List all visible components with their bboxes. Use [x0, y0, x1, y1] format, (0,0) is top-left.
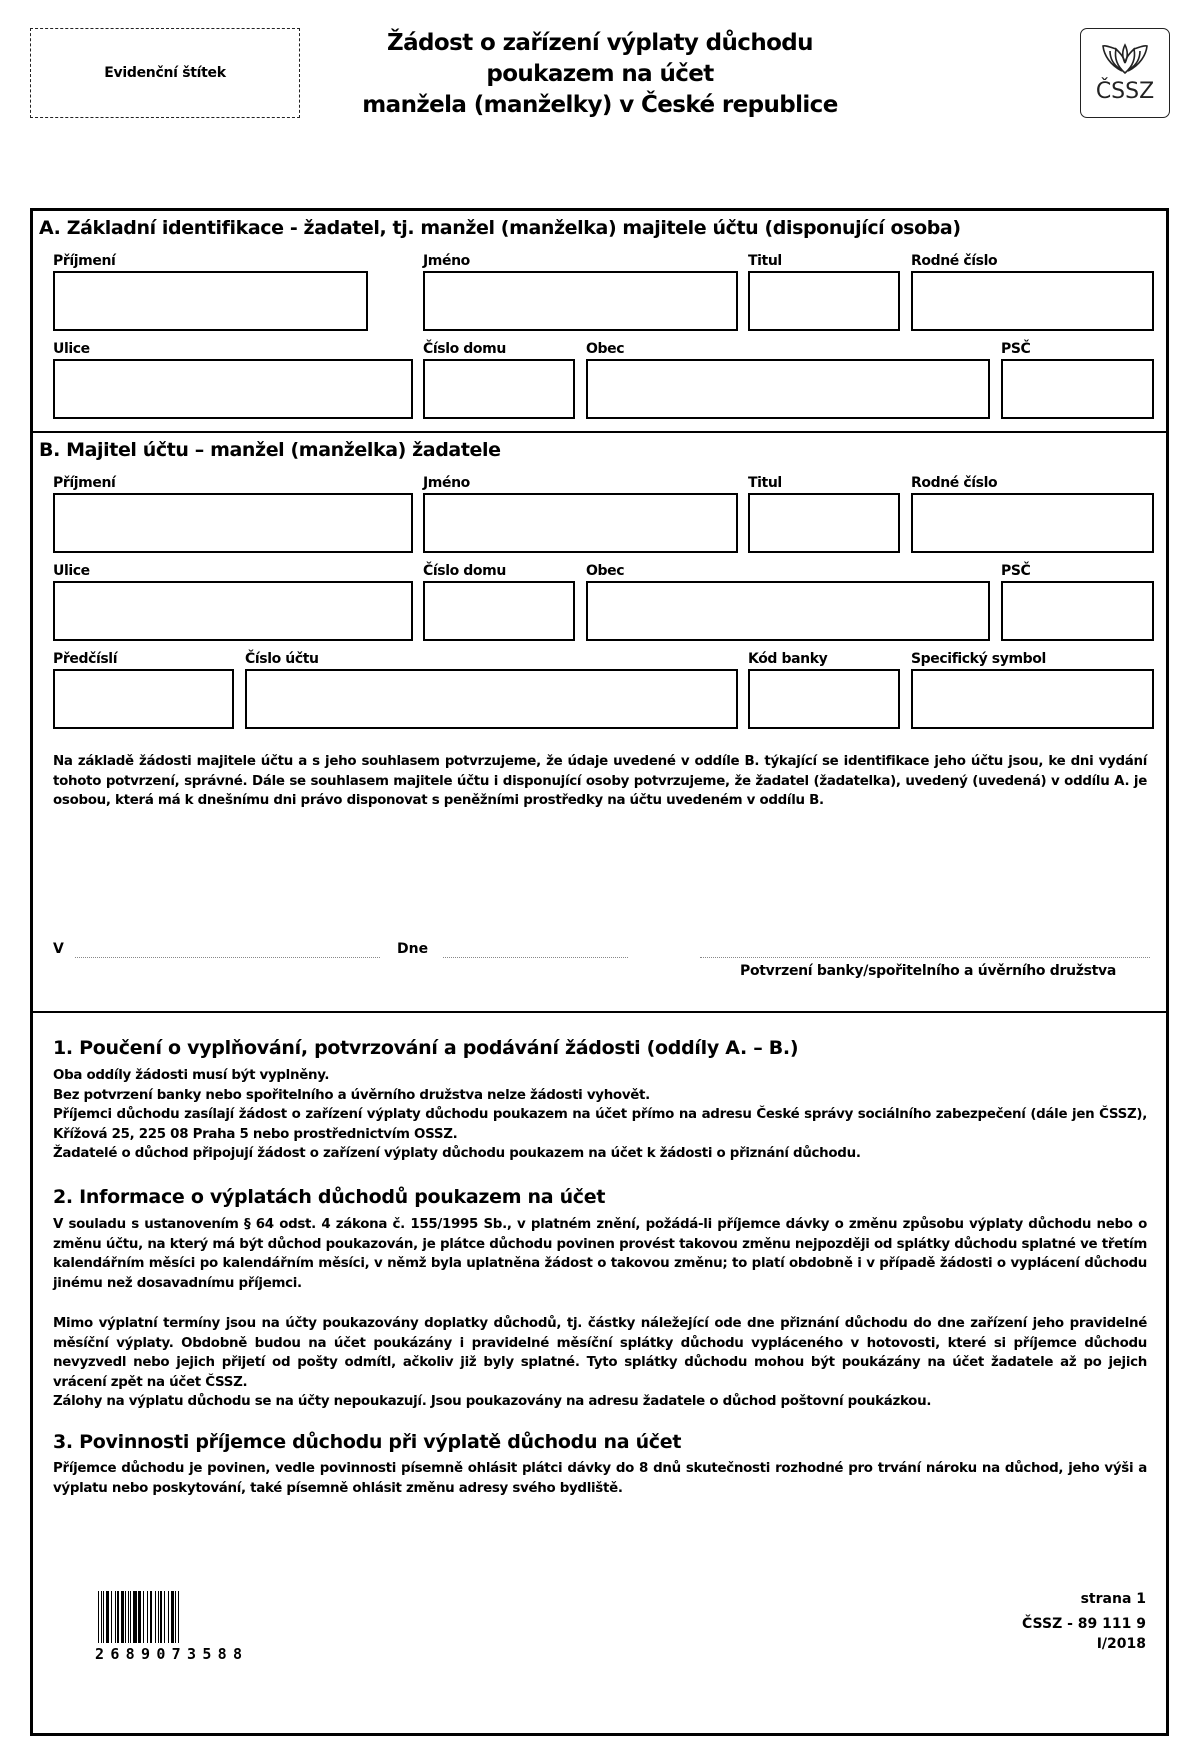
info-1-line-2: Bez potvrzení banky nebo spořitelního a úvěrního družstva nelze žádosti vyhovět.: [53, 1087, 650, 1103]
date-input-line[interactable]: [443, 957, 628, 958]
b-cislo-domu-field[interactable]: [423, 581, 575, 641]
bank-confirmation-label: Potvrzení banky/spořitelního a úvěrního družstva: [740, 963, 1117, 979]
section-divider-info: [33, 1011, 1166, 1013]
barcode: [98, 1591, 298, 1643]
b-cislo-uctu-label: Číslo účtu: [245, 651, 319, 667]
b-jmeno-field[interactable]: [423, 493, 738, 553]
title-line-1: Žádost o zařízení výplaty důchodu: [387, 30, 813, 56]
a-prijmeni-field[interactable]: [53, 271, 368, 331]
info-2-heading: 2. Informace o výplatách důchodů poukazem na účet: [53, 1186, 606, 1208]
form-title: [320, 28, 880, 121]
a-jmeno-label: Jméno: [423, 253, 470, 269]
b-prijmeni-field[interactable]: [53, 493, 413, 553]
form-frame: [30, 208, 1169, 1736]
form-code: ČSSZ - 89 111 9: [1022, 1616, 1146, 1632]
b-kod-banky-label: Kód banky: [748, 651, 828, 667]
b-rodne-cislo-field[interactable]: [911, 493, 1154, 553]
b-titul-label: Titul: [748, 475, 782, 491]
b-obec-label: Obec: [586, 563, 625, 579]
title-line-2: poukazem na účet: [486, 61, 714, 87]
a-cislo-domu-label: Číslo domu: [423, 341, 506, 357]
b-obec-field[interactable]: [586, 581, 990, 641]
info-1-heading: 1. Poučení o vyplňování, potvrzování a podávání žádosti (oddíly A. – B.): [53, 1037, 799, 1059]
section-divider-ab: [33, 431, 1166, 433]
a-obec-label: Obec: [586, 341, 625, 357]
info-1-line-3: Příjemci důchodu zasílají žádost o zařízení výplaty důchodu poukazem na účet přímo na adresu České správy sociálního zabezpečení (dále jen ČSSZ), Křížová 25, 225 08 Praha 5 nebo prostřednictvím OSSZ.: [53, 1107, 1147, 1142]
title-line-3: manžela (manželky) v České republice: [362, 92, 838, 118]
form-version: I/2018: [1096, 1636, 1146, 1652]
b-predcisli-label: Předčíslí: [53, 651, 118, 667]
info-2-paragraph-1: V souladu s ustanovením § 64 odst. 4 zákona č. 155/1995 Sb., v platném znění, požádá-li příjemce dávky o změnu způsobu výplaty důchodu nebo o změnu účtu, na který má být důchod poukazován, je plátce důchodu povinen provést takovou změnu nejpozději od splátky důchodu splatné ve třetím kalendářním měsíci po kalendářním měsíci, v němž byla uplatněna žádost o takovou změnu; to platí obdobně i v případě žádosti o vyplácení důchodu jinému než dosavadnímu příjemci.: [53, 1217, 1147, 1291]
a-ulice-label: Ulice: [53, 341, 90, 357]
cssz-logo: [1080, 28, 1170, 118]
a-psc-field[interactable]: [1001, 359, 1154, 419]
info-3-paragraph-1: Příjemce důchodu je povinen, vedle povinnosti písemně ohlásit plátci dávky do 8 dnů skutečnosti rozhodné pro trvání nároku na důchod, jeho výši a výplatu nebo poskytování, také písemně ohlásit změnu adresy svého bydliště.: [53, 1461, 1147, 1496]
info-1-line-1: Oba oddíly žádosti musí být vyplněny.: [53, 1068, 330, 1083]
a-obec-field[interactable]: [586, 359, 990, 419]
a-rodne-cislo-field[interactable]: [911, 271, 1154, 331]
info-2-paragraph-3: Zálohy na výplatu důchodu se na účty nepoukazují. Jsou poukazovány na adresu žadatele o důchod poštovní poukázkou.: [53, 1394, 932, 1409]
info-1-line-4: Žadatelé o důchod připojují žádost o zařízení výplaty důchodu poukazem na účet k žádosti o přiznání důchodu.: [53, 1146, 861, 1161]
b-rodne-cislo-label: Rodné číslo: [911, 475, 998, 491]
page-number: strana 1: [1080, 1591, 1146, 1607]
b-cislo-domu-label: Číslo domu: [423, 563, 506, 579]
section-b-heading: B. Majitel účtu – manžel (manželka) žadatele: [39, 439, 501, 461]
b-prijmeni-label: Příjmení: [53, 475, 116, 491]
b-kod-banky-field[interactable]: [748, 669, 900, 729]
b-cislo-uctu-field[interactable]: [245, 669, 738, 729]
bank-confirmation-text: Na základě žádosti majitele účtu a s jeho souhlasem potvrzujeme, že údaje uvedené v oddíle B. týkající se identifikace jeho účtu jsou, ke dni vydání tohoto potvrzení, správné. Dále se souhlasem majitele účtu i disponující osoby potvrzujeme, že žadatel (žadatelka), uvedený (uvedená) v oddílu A. je osobou, která má k dnešnímu dni právo disponovat s peněžními prostředky na účtu uvedeném v oddílu B.: [53, 754, 1147, 808]
date-label: Dne: [397, 941, 429, 957]
b-ulice-label: Ulice: [53, 563, 90, 579]
info-3-heading: 3. Povinnosti příjemce důchodu při výplatě důchodu na účet: [53, 1431, 682, 1453]
b-psc-field[interactable]: [1001, 581, 1154, 641]
place-input-line[interactable]: [75, 957, 380, 958]
a-titul-field[interactable]: [748, 271, 900, 331]
b-specificky-symbol-field[interactable]: [911, 669, 1154, 729]
b-jmeno-label: Jméno: [423, 475, 470, 491]
info-1-body: [53, 1066, 1147, 1164]
a-ulice-field[interactable]: [53, 359, 413, 419]
section-a-heading: A. Základní identifikace - žadatel, tj. manžel (manželka) majitele účtu (disponující osoba): [39, 217, 961, 239]
barcode-bar: [179, 1591, 181, 1643]
registration-label-text: Evidenční štítek: [104, 65, 226, 81]
cssz-flower-logo-icon: [1100, 39, 1150, 79]
b-psc-label: PSČ: [1001, 563, 1031, 579]
bank-stamp-signature-line[interactable]: [700, 957, 1150, 958]
b-ulice-field[interactable]: [53, 581, 413, 641]
info-2-paragraph-2: Mimo výplatní termíny jsou na účty poukazovány doplatky důchodů, tj. částky náležející ode dne přiznání důchodu do dne zařízení jeho pravidelné měsíční výplaty. Obdobně budou na účet poukázány i pravidelné měsíční splátky důchodu vypláceného v hotovosti, které si příjemce důchodu nevyzvedl nebo jejich přijetí od pošty odmítl, ačkoliv již byly splatné. Tyto splátky důchodu mohou být poukázány na účet žadatele až po jejich vrácení zpět na účet ČSSZ.: [53, 1316, 1147, 1390]
a-psc-label: PSČ: [1001, 341, 1031, 357]
a-titul-label: Titul: [748, 253, 782, 269]
a-rodne-cislo-label: Rodné číslo: [911, 253, 998, 269]
registration-label-area: [30, 28, 300, 118]
a-cislo-domu-field[interactable]: [423, 359, 575, 419]
b-predcisli-field[interactable]: [53, 669, 234, 729]
logo-text: ČSSZ: [1095, 79, 1155, 104]
place-label: V: [53, 941, 64, 957]
a-jmeno-field[interactable]: [423, 271, 738, 331]
barcode-number: 2689073588: [95, 1645, 249, 1663]
b-specificky-symbol-label: Specifický symbol: [911, 651, 1046, 667]
b-titul-field[interactable]: [748, 493, 900, 553]
a-prijmeni-label: Příjmení: [53, 253, 116, 269]
